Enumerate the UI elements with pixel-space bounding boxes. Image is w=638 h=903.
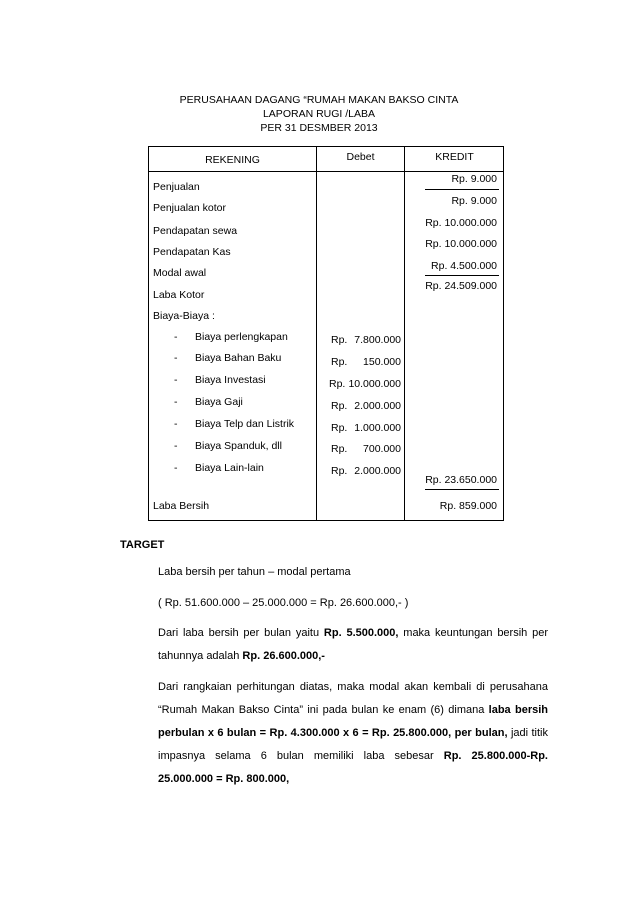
expense-debet	[331, 333, 401, 347]
expense-debet	[331, 355, 401, 369]
target-calculation: ( Rp. 51.600.000 – 25.000.000 = Rp. 26.600.000,- )	[158, 597, 409, 609]
expense-debet	[331, 464, 401, 478]
break-even-result: Rp. 25.800.000-Rp. 25.000.000 = Rp. 800.000,	[158, 750, 548, 785]
expense-bullet: -	[174, 331, 178, 343]
expense-bullet: -	[174, 396, 178, 408]
expense-label: Biaya perlengkapan	[195, 331, 288, 343]
expense-bullet: -	[174, 418, 178, 430]
expense-label: Biaya Telp dan Listrik	[195, 418, 295, 430]
expense-debet	[329, 377, 401, 391]
expense-label: Biaya Gaji	[195, 396, 243, 408]
expense-currency: Rp.	[331, 465, 348, 477]
credit-total-biaya: Rp. 23.650.000	[425, 474, 497, 486]
expense-bullet: -	[174, 374, 178, 386]
expense-bullet: -	[174, 462, 178, 474]
column-header-debet: Debet	[346, 151, 375, 163]
target-formula-text: Laba bersih per tahun – modal pertama	[158, 566, 351, 578]
expense-amount: 150.000	[363, 356, 401, 368]
column-divider-debet	[316, 147, 317, 520]
expense-label: Biaya Investasi	[195, 374, 266, 386]
expense-amount: 7.800.000	[354, 334, 401, 346]
break-even-text-2: jadi titik impasnya selama 6 bulan memiliki laba sebesar	[158, 727, 548, 762]
break-even-formula: laba bersih perbulan x 6 bulan = Rp. 4.300.000 x 6 = Rp. 25.800.000, per bulan,	[158, 704, 549, 739]
target-break-even-paragraph	[158, 676, 548, 791]
column-header-kredit: KREDIT	[435, 151, 474, 163]
header-row-divider	[149, 171, 503, 172]
expense-label: Biaya Lain-lain	[195, 462, 264, 474]
expense-debet	[331, 399, 401, 413]
expense-debet	[331, 442, 401, 456]
expense-debet	[331, 421, 401, 435]
column-header-rekening: REKENING	[205, 154, 260, 166]
credit-pendapatan-sewa: Rp. 10.000.000	[425, 217, 497, 229]
row-label-laba-bersih: Laba Bersih	[153, 500, 210, 512]
target-section-title: TARGET	[120, 539, 165, 551]
row-label-pendapatan-sewa: Pendapatan sewa	[153, 225, 238, 237]
expense-bullet: -	[174, 352, 178, 364]
profit-monthly-value: Rp. 5.500.000,	[323, 627, 399, 639]
row-label-penjualan-kotor: Penjualan kotor	[153, 202, 226, 214]
row-label-modal-awal: Modal awal	[153, 267, 207, 279]
credit-pendapatan-kas: Rp. 10.000.000	[425, 238, 497, 250]
expense-amount: 1.000.000	[354, 422, 401, 434]
credit-penjualan-kotor: Rp. 9.000	[451, 195, 497, 207]
profit-text-1: Dari laba bersih per bulan yaitu	[158, 627, 324, 639]
row-label-penjualan: Penjualan	[153, 181, 200, 193]
credit-laba-kotor: Rp. 24.509.000	[425, 280, 497, 292]
break-even-text-1: Dari rangkaian perhitungan diatas, maka modal akan kembali di perusahana “Rumah Makan Bakso Cinta” ini pada bulan ke enam (6) dimana	[158, 681, 548, 716]
expense-currency: Rp.	[329, 378, 346, 390]
profit-yearly-value: Rp. 26.600.000,-	[242, 650, 325, 662]
expense-amount: 700.000	[363, 443, 401, 455]
expense-bullet: -	[174, 440, 178, 452]
expense-currency: Rp.	[331, 400, 348, 412]
column-divider-kredit	[404, 147, 405, 520]
report-date-title: PER 31 DESMBER 2013	[260, 122, 378, 134]
expense-label: Biaya Bahan Baku	[195, 352, 282, 364]
expense-amount: 2.000.000	[354, 465, 401, 477]
expense-currency: Rp.	[331, 356, 348, 368]
expense-currency: Rp.	[331, 422, 348, 434]
profit-loss-table	[148, 146, 504, 521]
expense-currency: Rp.	[331, 334, 348, 346]
report-company-title: PERUSAHAAN DAGANG “RUMAH MAKAN BAKSO CINTA	[179, 94, 459, 106]
row-label-laba-kotor: Laba Kotor	[153, 289, 205, 301]
row-label-biaya-biaya: Biaya-Biaya :	[153, 310, 215, 322]
expense-amount: 10.000.000	[348, 378, 401, 390]
row-label-pendapatan-kas: Pendapatan Kas	[153, 246, 231, 258]
credit-underline-total-biaya	[425, 489, 499, 490]
report-type-title: LAPORAN RUGI /LABA	[262, 108, 376, 120]
expense-currency: Rp.	[331, 443, 348, 455]
target-profit-paragraph	[158, 622, 548, 668]
credit-underline-modal-awal	[425, 275, 499, 276]
profit-text-2: maka keuntungan bersih per tahunnya adalah	[158, 627, 548, 662]
credit-penjualan: Rp. 9.000	[451, 173, 497, 185]
credit-underline-penjualan	[425, 189, 499, 190]
credit-modal-awal: Rp. 4.500.000	[431, 260, 497, 272]
credit-laba-bersih: Rp. 859.000	[439, 500, 497, 512]
expense-amount: 2.000.000	[354, 400, 401, 412]
expense-label: Biaya Spanduk, dll	[195, 440, 282, 452]
